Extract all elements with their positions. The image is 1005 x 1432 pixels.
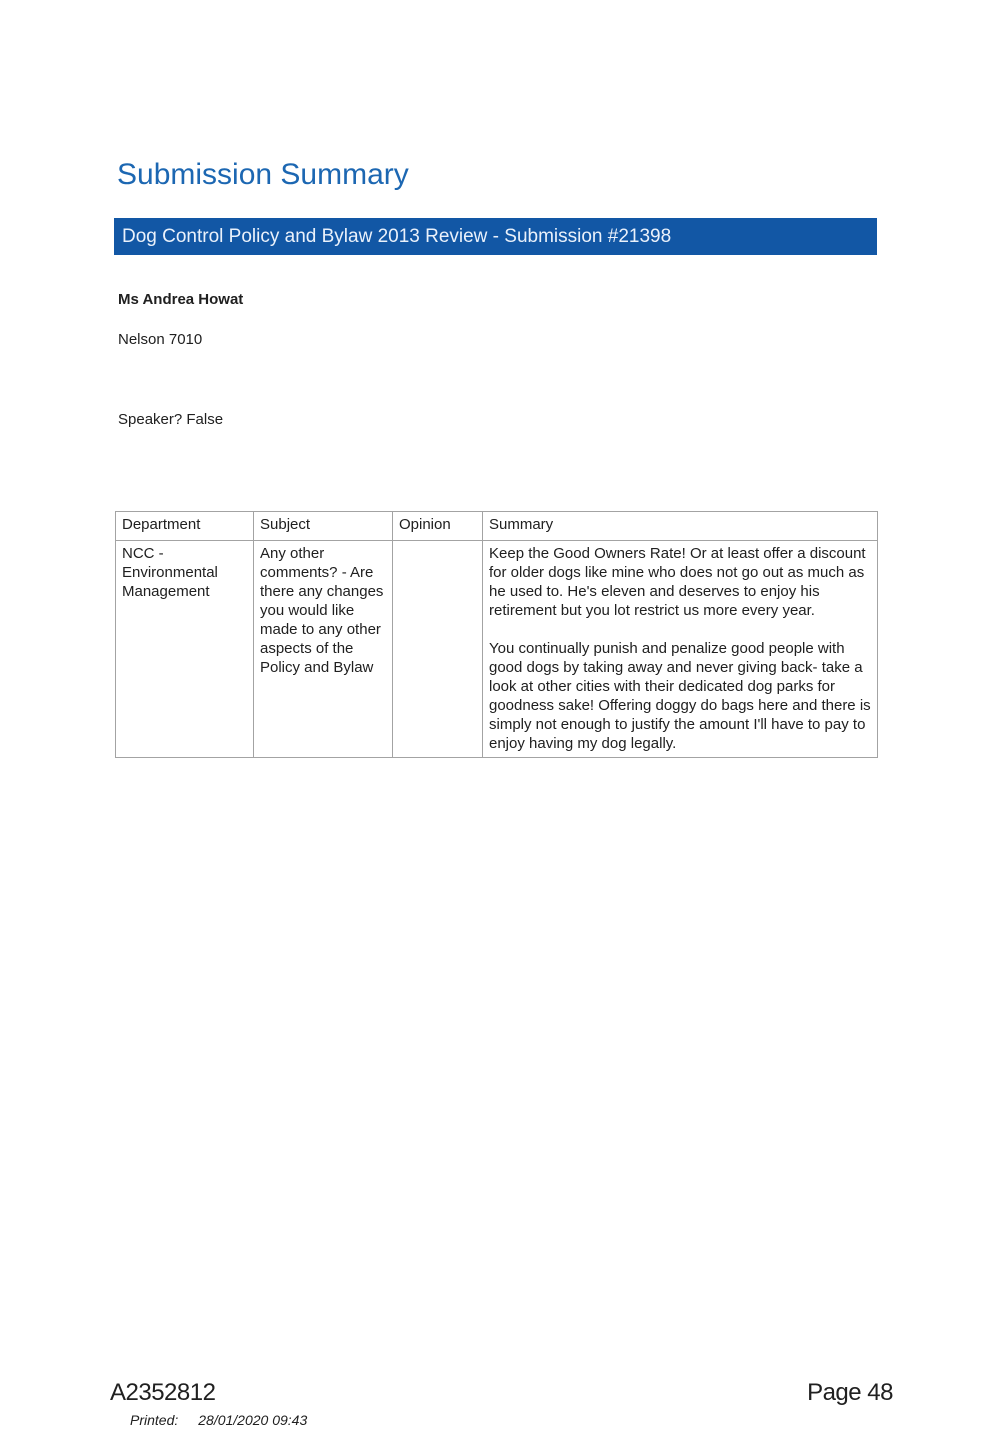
department-cell: NCC - Environmental Management xyxy=(116,541,254,758)
submitter-name: Ms Andrea Howat xyxy=(118,291,244,308)
submission-banner: Dog Control Policy and Bylaw 2013 Review - Submission #21398 xyxy=(114,218,877,255)
opinion-cell xyxy=(393,541,483,758)
summary-cell xyxy=(483,541,878,758)
summary-paragraph-1: Keep the Good Owners Rate! Or at least offer a discount for older dogs like mine who does not go out as much as he used to. He's eleven and deserves to enjoy his retirement but you lot restrict us more every year. xyxy=(489,545,866,619)
subject-cell: Any other comments? - Are there any changes you would like made to any other aspects of the Policy and Bylaw xyxy=(254,541,393,758)
footer-page-number: Page 48 xyxy=(807,1379,893,1406)
printed-timestamp: 28/01/2020 09:43 xyxy=(198,1412,308,1428)
submitter-location: Nelson 7010 xyxy=(118,331,203,348)
page-title: Submission Summary xyxy=(117,158,409,191)
footer-printed-line xyxy=(130,1412,307,1428)
footer-document-id: A2352812 xyxy=(110,1379,216,1406)
header-summary: Summary xyxy=(483,512,878,541)
header-subject: Subject xyxy=(254,512,393,541)
speaker-status: Speaker? False xyxy=(118,411,224,428)
table-header-row xyxy=(116,512,878,541)
header-department: Department xyxy=(116,512,254,541)
submission-table xyxy=(115,511,878,758)
summary-paragraph-2: You continually punish and penalize good people with good dogs by taking away and never giving back- take a look at other cities with their dedicated dog parks for goodness sake! Offering doggy do bags here and there is simply not enough to justify the amount I'll have to pay to enjoy having my dog legally. xyxy=(489,640,871,752)
header-opinion: Opinion xyxy=(393,512,483,541)
printed-label: Printed: xyxy=(130,1412,179,1428)
table-row xyxy=(116,541,878,758)
